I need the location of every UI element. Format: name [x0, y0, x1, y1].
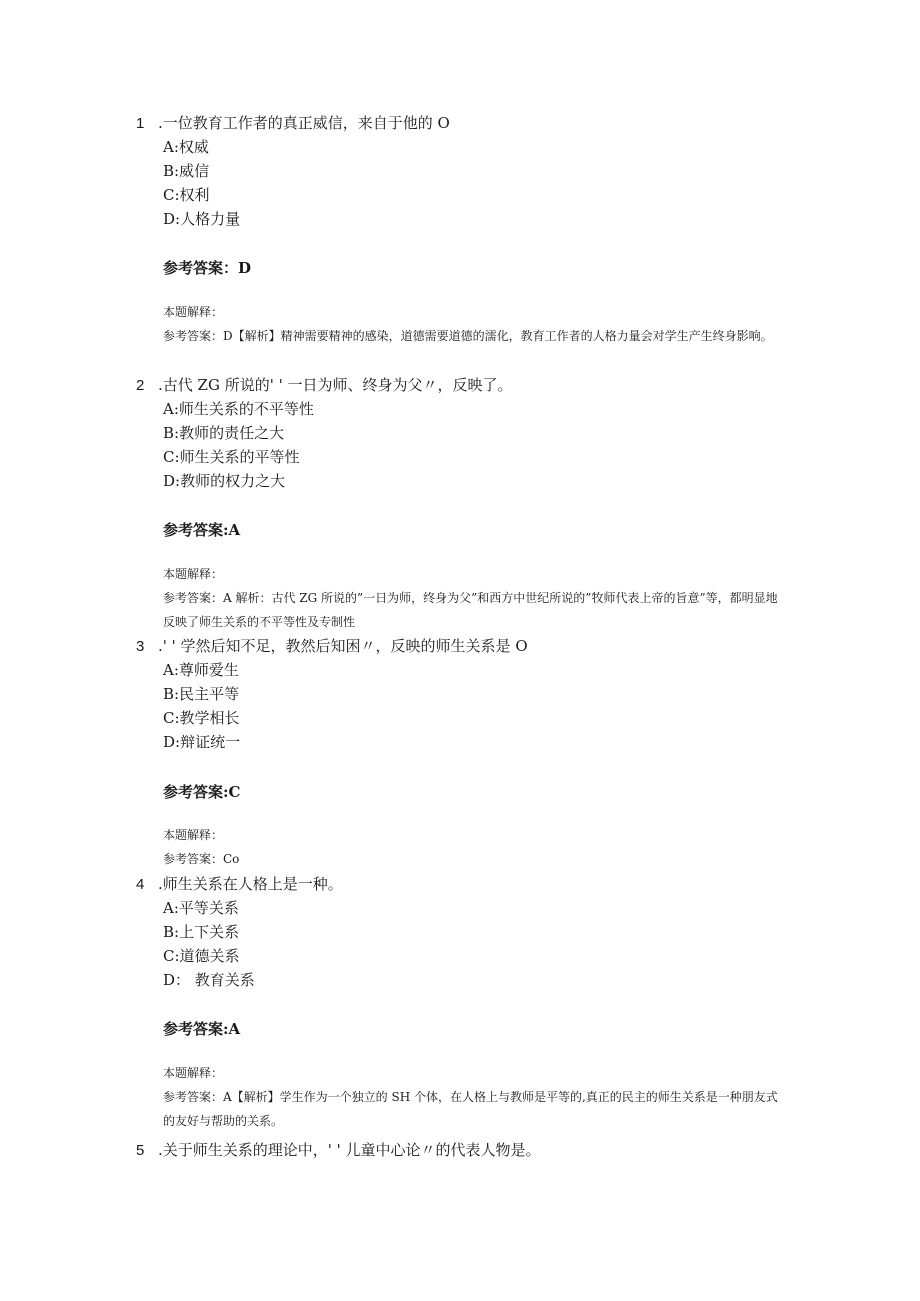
option-c: C:权利	[163, 186, 210, 204]
option-c: C:教学相长	[163, 709, 240, 727]
explanation-text: 参考答案：A【解析】学生作为一个独立的 SH 个体，在人格上与教师是平等的,真正的民主的师生关系是一种朋友式的友好与帮助的关系。	[163, 1090, 778, 1128]
option-d: D:人格力量	[163, 210, 241, 228]
explanation-heading: 本题解释：	[163, 828, 224, 842]
option-d: D： 教育关系	[163, 971, 255, 989]
option-d: D:辩证统一	[163, 733, 241, 751]
option-a: A:尊师爱生	[163, 661, 239, 679]
question-number: 4	[136, 876, 145, 893]
reference-answer: 参考答案:A	[163, 1020, 241, 1038]
question-stem	[136, 1140, 541, 1161]
option-b: B:威信	[163, 162, 210, 180]
question-text: .' ' 学然后知不足，教然后知困〃，反映的师生关系是 O	[158, 637, 528, 655]
question-number: 1	[136, 115, 145, 132]
option-d: D:教师的权力之大	[163, 472, 286, 490]
option-b: B:民主平等	[163, 685, 240, 703]
explanation-heading: 本题解释：	[163, 305, 224, 319]
reference-answer: 参考答案:C	[163, 783, 241, 801]
question-number: 3	[136, 638, 145, 655]
option-b: B:上下关系	[163, 923, 240, 941]
explanation-heading: 本题解释：	[163, 567, 224, 581]
reference-answer: 参考答案:A	[163, 521, 241, 539]
explanation-text: 参考答案：A 解析：古代 ZG 所说的”一日为师，终身为父”和西方中世纪所说的”牧师代表上帝的旨意”等，都明显地反映了师生关系的不平等性及专制性	[163, 591, 778, 629]
question-number: 2	[136, 377, 145, 394]
explanation-heading: 本题解释：	[163, 1066, 224, 1080]
option-b: B:教师的责任之大	[163, 424, 285, 442]
question-stem	[136, 375, 513, 396]
reference-answer: 参考答案：D	[163, 259, 252, 277]
question-number: 5	[136, 1142, 145, 1159]
question-text: .师生关系在人格上是一种。	[158, 875, 343, 893]
explanation-text: 参考答案：D【解析】精神需要精神的感染，道德需要道德的濡化，教育工作者的人格力量会对学生产生终身影响。	[163, 329, 773, 343]
option-a: A:权威	[163, 138, 209, 156]
explanation-text: 参考答案：Co	[163, 852, 240, 866]
option-a: A:师生关系的不平等性	[163, 400, 314, 418]
question-text: .一位教育工作者的真正威信，来自于他的 O	[158, 114, 450, 132]
option-a: A:平等关系	[163, 899, 239, 917]
option-c: C:师生关系的平等性	[163, 448, 300, 466]
option-c: C:道德关系	[163, 947, 240, 965]
question-stem	[136, 113, 450, 134]
question-stem	[136, 874, 343, 895]
question-stem	[136, 636, 528, 657]
question-text: .古代 ZG 所说的' ' 一日为师、终身为父〃，反映了。	[158, 376, 513, 394]
question-text: .关于师生关系的理论中，' ' 儿童中心论〃的代表人物是。	[158, 1141, 541, 1159]
